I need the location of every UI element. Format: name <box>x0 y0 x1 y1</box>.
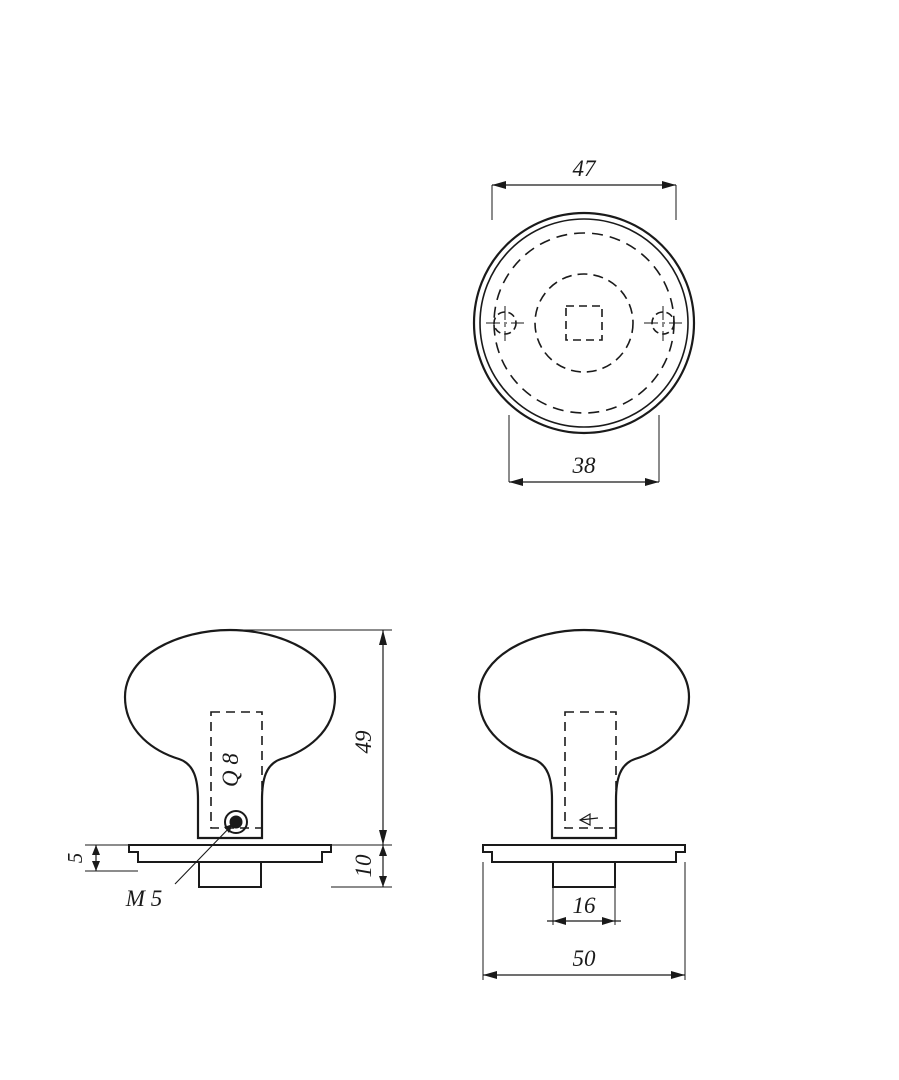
dim-label-16: 16 <box>572 893 596 918</box>
dim-label-47: 47 <box>572 156 596 181</box>
label-m5: M 5 <box>125 886 163 911</box>
arrow-top-49 <box>379 630 387 645</box>
knob-profile-outline-left <box>125 630 335 838</box>
dim-label-10: 10 <box>351 854 376 878</box>
dimension-49 <box>236 630 392 845</box>
arrow-bottom-10 <box>379 876 387 887</box>
stem-left <box>199 862 261 887</box>
arrow-right-16 <box>602 917 615 925</box>
stem-right <box>553 862 615 887</box>
dim-label-49: 49 <box>351 730 376 754</box>
dimension-5 <box>63 845 138 871</box>
dim-label-38: 38 <box>572 453 596 478</box>
front-view <box>474 156 694 486</box>
arrow-top-5 <box>92 845 100 855</box>
side-view <box>479 630 689 980</box>
base-plate-left <box>129 845 331 862</box>
dimension-47 <box>492 156 676 220</box>
arrow-top-10 <box>379 845 387 856</box>
knob-profile-outline-right <box>479 630 689 838</box>
base-plate-right <box>483 845 685 862</box>
dim-label-5: 5 <box>63 852 87 864</box>
arrow-bottom-5 <box>92 861 100 871</box>
hidden-stem-circle <box>535 274 633 372</box>
arrow-right-38 <box>645 478 659 486</box>
arrow-right-47 <box>662 181 676 189</box>
arrow-right-50 <box>671 971 685 979</box>
arrow-left-47 <box>492 181 506 189</box>
arrow-left-16 <box>553 917 566 925</box>
arrow-left-50 <box>483 971 497 979</box>
hidden-square-hole <box>566 306 602 340</box>
arrow-left-38 <box>509 478 523 486</box>
label-q8: Q 8 <box>218 753 243 787</box>
arrow-bottom-49 <box>379 830 387 845</box>
dimension-38 <box>509 415 659 486</box>
dim-label-50: 50 <box>572 946 596 971</box>
leader-line-m5 <box>175 824 233 884</box>
dimension-16 <box>547 887 621 925</box>
hidden-thread-rect-right <box>565 712 616 828</box>
side-section-view <box>63 630 392 911</box>
dimension-10 <box>331 845 392 887</box>
